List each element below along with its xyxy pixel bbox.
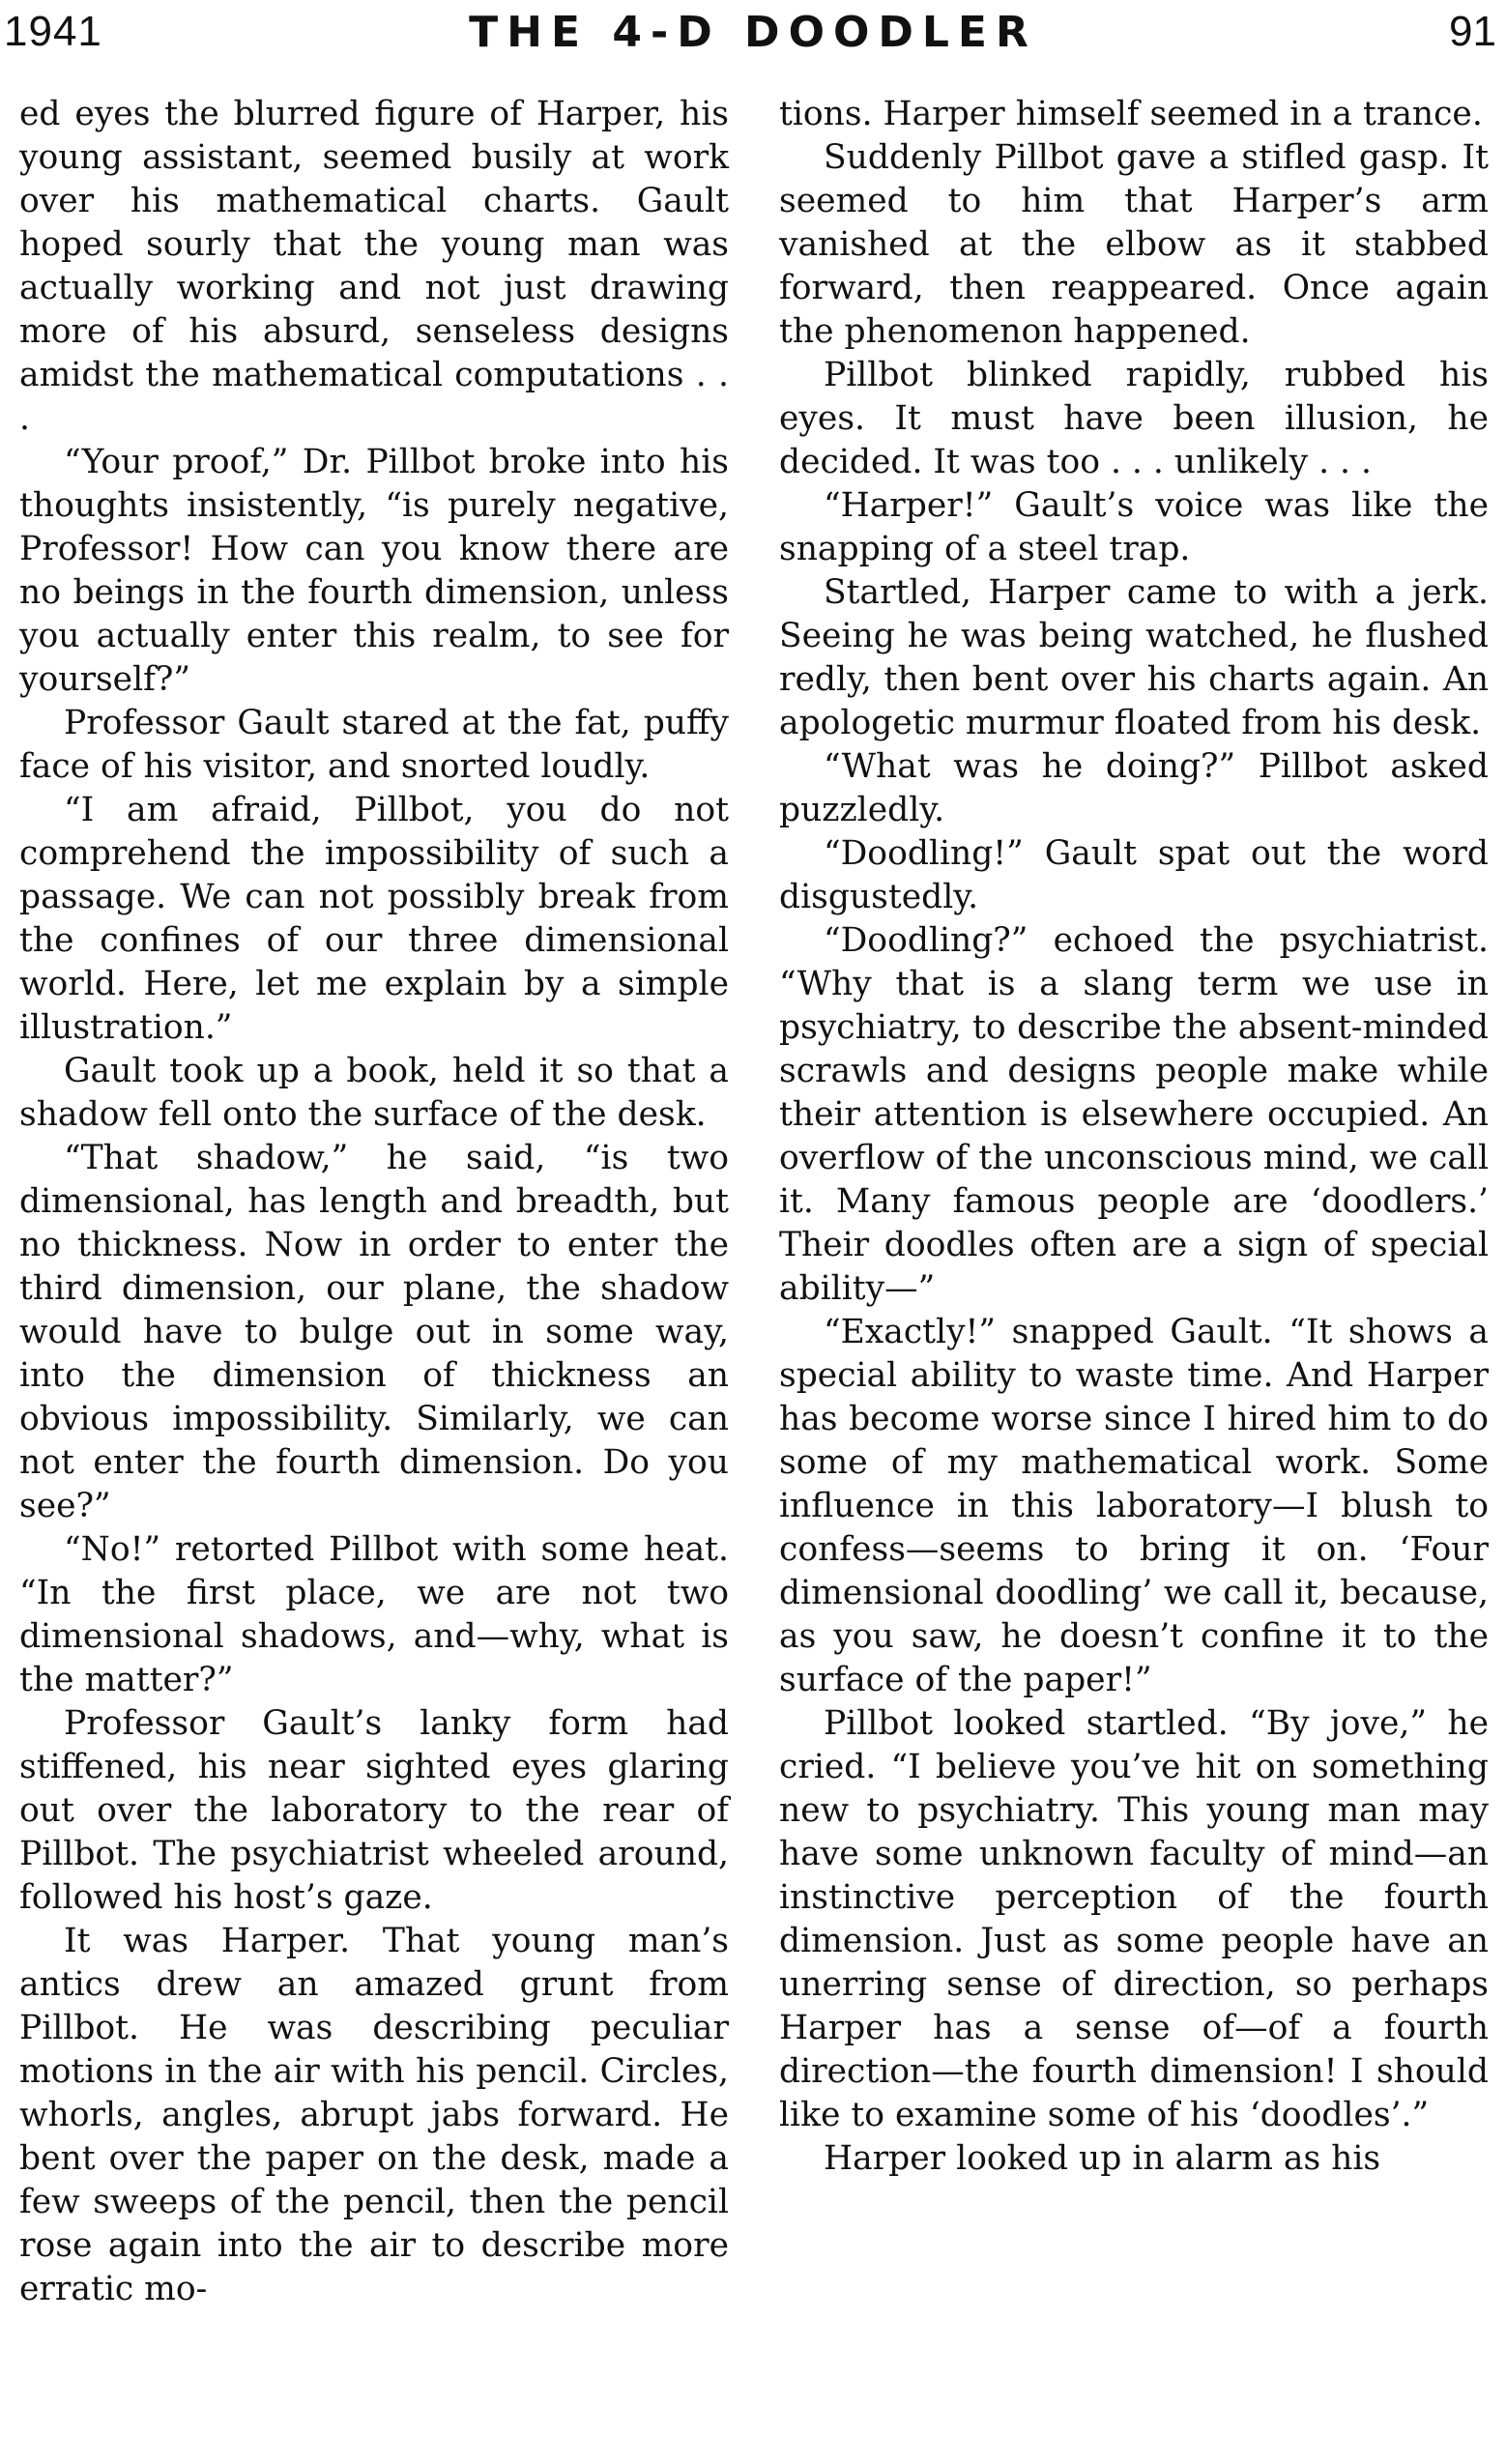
paragraph: “That shadow,” he said, “is two dimensional, has length and breadth, but no thickness. Now in order to enter the third dimension, our plane, the shadow would have to bulge out in some way, into the dimension of thickness an obvious impossibility. Similarly, we can not enter the fourth dimension. Do you see?”: [19, 1139, 729, 1525]
paragraph: Professor Gault stared at the fat, puffy face of his visitor, and snorted loudly.: [19, 704, 729, 786]
paragraph: ed eyes the blurred figure of Harper, his young assistant, seemed busily at work over his mathematical charts. Gault hoped sourly that the young man was actually working and not just drawing more of his absurd, senseless designs amidst the mathematical computations . . .: [19, 95, 729, 438]
paragraph: “Harper!” Gault’s voice was like the snapping of a steel trap.: [779, 486, 1489, 568]
paragraph: “Exactly!” snapped Gault. “It shows a special ability to waste time. And Harper has become worse since I hired him to do some of my mathematical work. Some influence in this laboratory—I blush to confess—seems to bring it on. ‘Four dimensional doodling’ we call it, because, as you saw, he doesn’t confine it to the surface of the paper!”: [779, 1313, 1489, 1699]
paragraph: It was Harper. That young man’s antics drew an amazed grunt from Pillbot. He was describing peculiar motions in the air with his pencil. Circles, whorls, angles, abrupt jabs forward. He bent over the paper on the desk, made a few sweeps of the pencil, then the pencil rose again into the air to describe more erratic mo-: [19, 1922, 729, 2308]
page-header: [0, 0, 1506, 77]
paragraph: “I am afraid, Pillbot, you do not comprehend the impossibility of such a passage. We can not possibly break from the confines of our three dimensional world. Here, let me explain by a simple illustration.”: [19, 791, 729, 1047]
paragraph: “Doodling?” echoed the psychiatrist. “Why that is a slang term we use in psychiatry, to describe the absent-minded scrawls and designs people make while their attention is elsewhere occupied. An overflow of the unconscious mind, we call it. Many famous people are ‘doodlers.’ Their doodles often are a sign of special ability—”: [779, 921, 1489, 1308]
page-number: 91: [1449, 8, 1496, 55]
running-title: THE 4-D DOODLER: [469, 8, 1037, 57]
paragraph: tions. Harper himself seemed in a trance.: [779, 95, 1483, 133]
paragraph: “No!” retorted Pillbot with some heat. “In the first place, we are not two dimensional shadows, and—why, what is the matter?”: [19, 1530, 729, 1699]
header-year: 1941: [4, 8, 102, 55]
paragraph: Startled, Harper came to with a jerk. Seeing he was being watched, he flushed redly, then bent over his charts again. An apologetic murmur floated from his desk.: [779, 573, 1489, 742]
paragraph: Pillbot looked startled. “By jove,” he cried. “I believe you’ve hit on something new to psychiatry. This young man may have some unknown faculty of mind—an instinctive perception of the fourth dimension. Just as some people have an unerring sense of direction, so perhaps Harper has a sense of—of a fourth direction—the fourth dimension! I should like to examine some of his ‘doodles’.”: [779, 1704, 1489, 2134]
left-column: [19, 93, 729, 2311]
paragraph: Harper looked up in alarm as his: [824, 2139, 1381, 2178]
paragraph: “Your proof,” Dr. Pillbot broke into his thoughts insistently, “is purely negative, Professor! How can you know there are no beings in the fourth dimension, unless you actually enter this realm, to see for yourself?”: [19, 443, 729, 699]
right-column: [779, 93, 1489, 2181]
paragraph: “Doodling!” Gault spat out the word disgustedly.: [779, 834, 1489, 916]
paragraph: Suddenly Pillbot gave a stifled gasp. It seemed to him that Harper’s arm vanished at the elbow as it stabbed forward, then reappeared. Once again the phenomenon happened.: [779, 138, 1489, 351]
paragraph: Pillbot blinked rapidly, rubbed his eyes. It must have been illusion, he decided. It was too . . . unlikely . . .: [779, 356, 1489, 481]
paragraph: Gault took up a book, held it so that a shadow fell onto the surface of the desk.: [19, 1052, 729, 1134]
paragraph: Professor Gault’s lanky form had stiffened, his near sighted eyes glaring out over the laboratory to the rear of Pillbot. The psychiatrist wheeled around, followed his host’s gaze.: [19, 1704, 729, 1917]
paragraph: “What was he doing?” Pillbot asked puzzledly.: [779, 747, 1489, 829]
